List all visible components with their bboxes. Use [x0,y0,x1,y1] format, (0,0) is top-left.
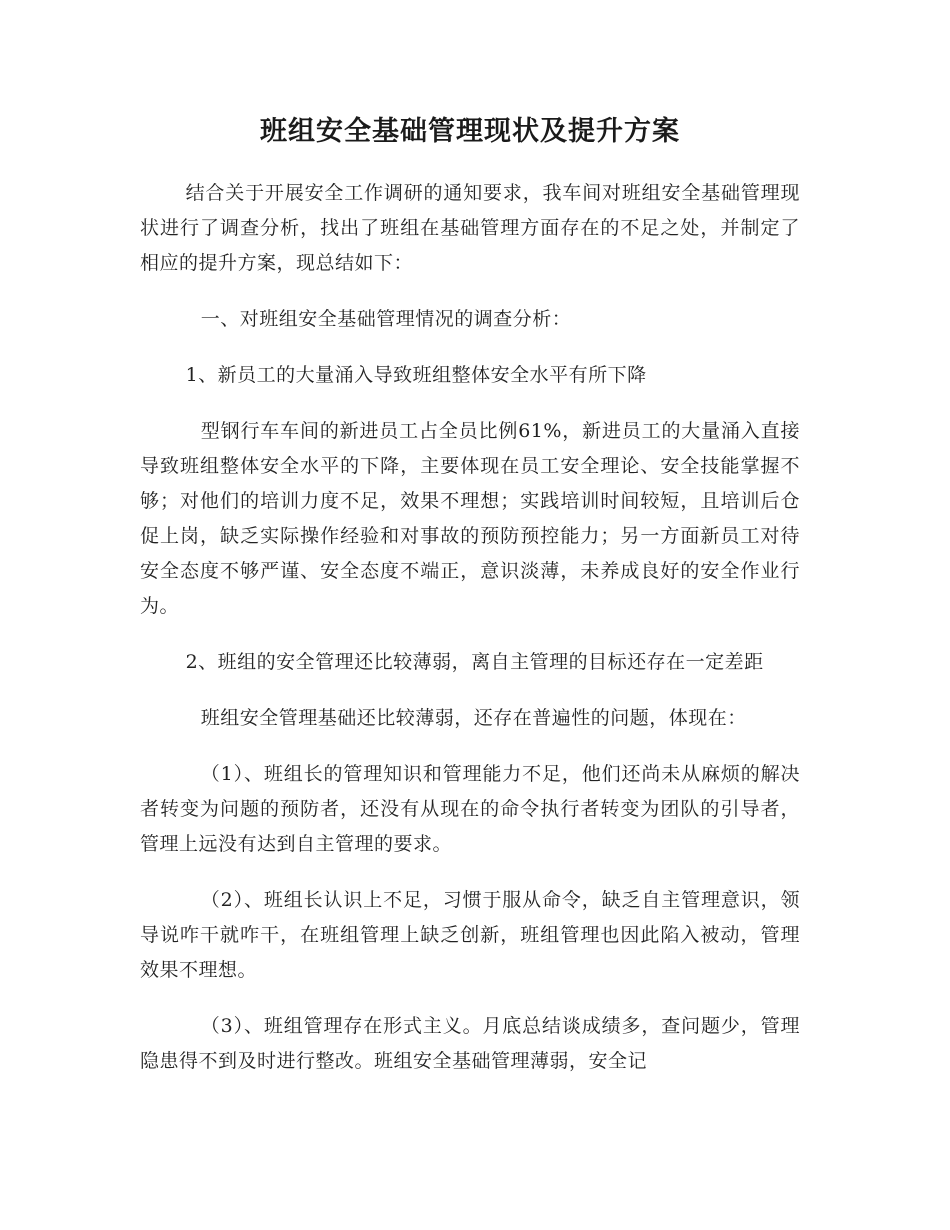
subsection-heading-2: 2、班组的安全管理还比较薄弱，离自主管理的目标还存在一定差距 [185,651,764,673]
document-title: 班组安全基础管理现状及提升方案 [260,116,680,147]
list-item-2: （2）、班组长认识上不足，习惯于服从命令，缺乏自主管理意识，领导说咋干就咋干，在班组管理上缺乏创新，班组管理也因此陷入被动，管理效果不理想。 [140,889,800,981]
section-heading-1: 一、对班组安全基础管理情况的调查分析： [200,308,572,330]
list-item-1: （1）、班组长的管理知识和管理能力不足，他们还尚未从麻烦的解决者转变为问题的预防者，还没有从现在的命令执行者转变为团队的引导者，管理上远没有达到自主管理的要求。 [140,763,800,855]
list-item-3: （3）、班组管理存在形式主义。月底总结谈成绩多，查问题少，管理隐患得不到及时进行整改。班组安全基础管理薄弱，安全记 [140,1015,800,1072]
body-paragraph-weak-management: 班组安全管理基础还比较薄弱，还存在普遍性的问题，体现在： [200,707,747,729]
subsection-heading-1: 1、新员工的大量涌入导致班组整体安全水平有所下降 [185,364,647,386]
intro-paragraph: 结合关于开展安全工作调研的通知要求，我车间对班组安全基础管理现状进行了调查分析，找出了班组在基础管理方面存在的不足之处，并制定了相应的提升方案，现总结如下： [140,182,800,274]
body-paragraph-new-staff: 型钢行车车间的新进员工占全员比例61%，新进员工的大量涌入直接导致班组整体安全水平的下降，主要体现在员工安全理论、安全技能掌握不够；对他们的培训力度不足，效果不理想；实践培训时间较短，且培训后仓促上岗，缺乏实际操作经验和对事故的预防预控能力；另一方面新员工对待安全态度不够严谨、安全态度不端正，意识淡薄，未养成良好的安全作业行为。 [140,420,800,617]
